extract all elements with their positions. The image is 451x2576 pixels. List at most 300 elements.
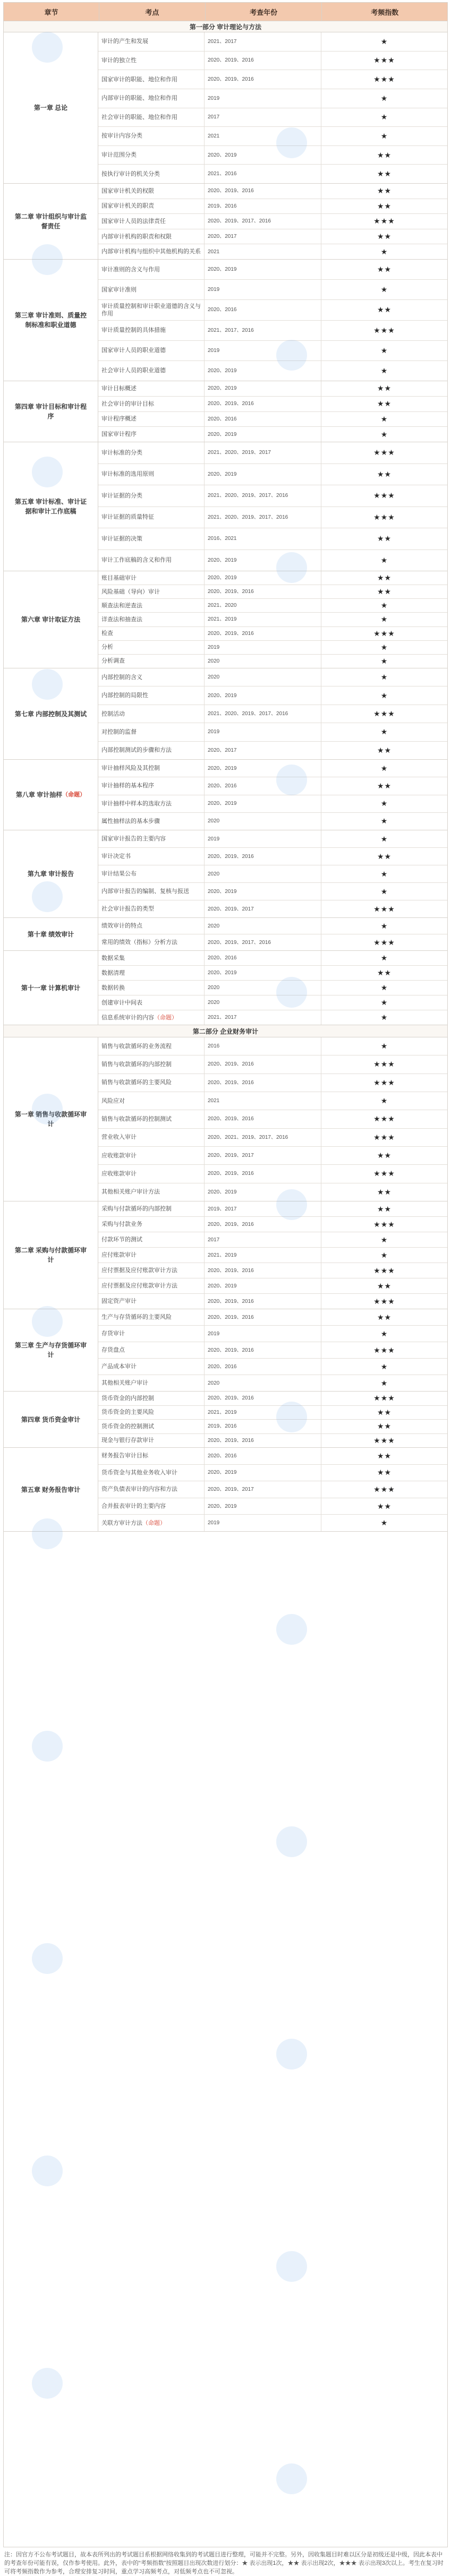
point-cell (98, 599, 205, 612)
watermark-logo (32, 2156, 63, 2186)
point-cell (98, 865, 205, 882)
point-text: 审计的产生和发展 (101, 38, 148, 45)
table-row (98, 1278, 447, 1294)
point-cell (98, 1392, 205, 1405)
table-row (98, 1074, 447, 1092)
point-text: 审计抽样中样本的选取方法 (101, 800, 172, 807)
chapter-rows (98, 571, 447, 668)
point-cell (98, 723, 205, 741)
chapter-block (4, 1392, 447, 1448)
table-row (98, 108, 447, 127)
point-cell (98, 127, 205, 145)
point-text: 按执行审计的机关分类 (101, 170, 160, 177)
table-row (98, 981, 447, 995)
point-text: 存货盘点 (101, 1347, 125, 1353)
point-cell (98, 1037, 205, 1055)
watermark-logo (276, 765, 307, 795)
point-cell (98, 1309, 205, 1325)
header-years: 考查年份 (206, 3, 322, 21)
part-title: 第二部分 企业财务审计 (4, 1025, 447, 1037)
table-row (98, 89, 447, 108)
years-cell: 2021、2019 (205, 1248, 321, 1263)
point-text: 数据采集 (101, 955, 125, 961)
years-cell: 2020、2019、2016 (205, 1217, 321, 1232)
table-row (98, 165, 447, 183)
point-cell (98, 1165, 205, 1182)
chapter-rows (98, 442, 447, 571)
point-text: 信息系统审计的内容 (101, 1014, 154, 1021)
point-tag: （命题） (154, 1014, 177, 1021)
table-row (98, 1434, 447, 1448)
watermark-logo (32, 881, 63, 912)
stars-cell: ★★★ (373, 56, 395, 65)
table-row (98, 184, 447, 199)
years-cell: 2021 (205, 127, 321, 145)
stars-cell: ★ (380, 817, 388, 826)
header-stars: 考频指数 (371, 8, 399, 16)
table-row (98, 1110, 447, 1128)
stars-cell: ★ (380, 642, 388, 651)
stars-cell: ★★★ (373, 1436, 395, 1445)
point-cell (98, 485, 205, 506)
stars-cell: ★★★ (373, 448, 395, 457)
point-text: 销售与收款循环的业务流程 (101, 1043, 172, 1050)
years-cell: 2020、2019、2016 (205, 184, 321, 199)
point-cell (98, 397, 205, 411)
point-cell (98, 1201, 205, 1216)
stars-cell: ★★★ (373, 1220, 395, 1229)
years-cell: 2020、2019、2016 (205, 585, 321, 598)
chapter-name-text: 第五章 审计标准、审计证据和审计工作底稿 (14, 498, 87, 515)
stars-cell: ★ (380, 414, 388, 423)
table-row (98, 668, 447, 686)
watermark-logo (32, 32, 63, 63)
chapter-rows (98, 1448, 447, 1531)
years-cell: 2020、2019、2016 (205, 848, 321, 865)
table-row (98, 795, 447, 813)
point-text: 应收账款审计 (101, 1170, 137, 1177)
stars-cell: ★★★ (373, 1169, 395, 1178)
years-cell: 2020、2019 (205, 361, 321, 381)
point-cell (98, 464, 205, 485)
point-cell (98, 1092, 205, 1110)
years-cell: 2019、2016 (205, 1420, 321, 1433)
years-cell: 2020、2016 (205, 777, 321, 794)
years-cell: 2019 (205, 280, 321, 299)
table-row (98, 485, 447, 507)
years-cell: 2021、2016 (205, 165, 321, 183)
point-cell (98, 760, 205, 777)
point-text: 审计的独立性 (101, 57, 137, 64)
point-text: 账目基础审计 (101, 574, 137, 581)
table-row (98, 641, 447, 655)
point-text: 货币资金的控制测试 (101, 1423, 154, 1430)
footnote: 注：因官方不公布考试题目，故本表所列出的考试题目系根据网络收集到的考试题目进行整理，可能并不完整。另外，因收集题目时难以区分是初级还是中级，因此本表中的考查年份可能有误，仅作参考使用。此外，表中的“考频指数”按照题目出现次数进行划分：★ 表示出现1次，★★ 表示出现2次，★★★ 表示出现3次以上。考生在复习时可将考频指数作为参考，合理安排复习时间，重点学习高频考点，对低频考点也不可忽视。 (4, 2552, 444, 2575)
point-cell (98, 934, 205, 950)
years-cell: 2019、2017 (205, 1201, 321, 1216)
years-cell: 2019 (205, 1326, 321, 1342)
stars-cell: ★ (380, 983, 388, 992)
stars-cell: ★ (380, 921, 388, 930)
point-text: 销售与收款循环的主要风险 (101, 1079, 172, 1086)
table-row (98, 51, 447, 71)
stars-cell: ★★ (377, 265, 392, 274)
years-cell: 2019 (205, 341, 321, 360)
point-text: 应付票据及应付账款审计方法 (101, 1283, 177, 1289)
point-text: 数据转换 (101, 984, 125, 991)
years-cell: 2020、2019 (205, 427, 321, 442)
point-cell (98, 585, 205, 598)
years-cell: 2020、2019、2016 (205, 1342, 321, 1358)
point-text: 内部控制的局限性 (101, 692, 148, 699)
table-row (98, 613, 447, 626)
point-cell (98, 966, 205, 980)
table-row (98, 1309, 447, 1326)
table-row (98, 464, 447, 486)
years-cell: 2020 (205, 865, 321, 882)
chapter-block (4, 1448, 447, 1532)
chapter-block (4, 1201, 447, 1309)
stars-cell: ★★★ (373, 217, 395, 226)
years-cell: 2020、2019、2016 (205, 1294, 321, 1309)
point-cell (98, 1498, 205, 1515)
watermark-logo (276, 127, 307, 158)
chapter-rows (98, 184, 447, 259)
stars-cell: ★ (380, 601, 388, 610)
point-text: 审计质量控制的具体措施 (101, 327, 166, 334)
years-cell: 2020、2019、2017、2016 (205, 934, 321, 950)
header-point: 考点 (99, 3, 206, 21)
point-text: 社会审计的审计目标 (101, 400, 154, 407)
point-cell (98, 108, 205, 127)
chapter-name-text: 第九章 审计报告 (27, 870, 74, 878)
table-row (98, 1515, 447, 1531)
point-text: 内部审计机构的职责和权限 (101, 233, 172, 240)
point-text: 现金与银行存款审计 (101, 1437, 154, 1444)
point-cell (98, 613, 205, 626)
stars-cell: ★ (380, 799, 388, 808)
stars-cell: ★★★ (373, 1266, 395, 1275)
watermark-logo (276, 2463, 307, 2494)
point-text: 审计抽样的基本程序 (101, 783, 154, 789)
point-cell (98, 1406, 205, 1420)
stars-cell: ★★ (377, 1407, 392, 1416)
chapter-rows (98, 260, 447, 381)
chapter-name-text: 第十一章 计算机审计 (21, 984, 81, 992)
stars-cell: ★★ (377, 852, 392, 861)
table-row (98, 1055, 447, 1074)
years-cell: 2020、2019、2017 (205, 1481, 321, 1498)
chapter-block (4, 442, 447, 571)
years-cell: 2020、2017 (205, 742, 321, 759)
table-row (98, 918, 447, 934)
point-cell (98, 32, 205, 51)
point-cell (98, 686, 205, 704)
years-cell: 2020、2019、2016 (205, 1055, 321, 1073)
chapter-name-text: 第一章 销售与收款循环审计 (14, 1111, 87, 1128)
stars-cell: ★ (380, 285, 388, 294)
table-row (98, 1129, 447, 1147)
stars-cell: ★★ (377, 186, 392, 195)
stars-cell: ★★ (377, 1451, 392, 1460)
point-text: 国家审计报告的主要内容 (101, 836, 166, 842)
table-row (98, 627, 447, 641)
point-text: 国家审计的职能、地位和作用 (101, 76, 177, 83)
table-row (98, 1183, 447, 1201)
stars-cell: ★ (380, 954, 388, 962)
point-cell (98, 571, 205, 585)
table-row (98, 865, 447, 883)
point-text: 审计抽样风险及其控制 (101, 765, 160, 772)
stars-cell: ★ (380, 1378, 388, 1387)
point-cell (98, 507, 205, 528)
stars-cell: ★★★ (373, 1132, 395, 1141)
years-cell: 2020、2019 (205, 464, 321, 485)
years-cell: 2021 (205, 1092, 321, 1110)
stars-cell: ★★ (377, 587, 392, 596)
table-row (98, 280, 447, 300)
point-text: 其他相关账户审计方法 (101, 1189, 160, 1196)
point-cell (98, 427, 205, 442)
table-row (98, 599, 447, 613)
point-text: 顺查法和逆查法 (101, 602, 142, 609)
point-cell (98, 742, 205, 759)
point-cell (98, 668, 205, 686)
years-cell: 2020 (205, 668, 321, 686)
table-row (98, 655, 447, 668)
point-cell (98, 321, 205, 340)
chapter-name-text: 第四章 货币资金审计 (21, 1415, 81, 1423)
stars-cell: ★★ (377, 150, 392, 159)
point-cell (98, 830, 205, 847)
chapter-block (4, 668, 447, 760)
watermark-logo (32, 1518, 63, 1549)
years-cell: 2020、2016 (205, 300, 321, 320)
watermark-logo (32, 1943, 63, 1974)
table-row (98, 381, 447, 397)
point-text: 采购与付款业务 (101, 1221, 142, 1227)
point-cell (98, 528, 205, 549)
years-cell: 2020 (205, 918, 321, 934)
watermark-logo (276, 2251, 307, 2282)
point-cell (98, 795, 205, 812)
point-text: 常用的绩效（指标）分析方法 (101, 939, 177, 946)
table-row (98, 1217, 447, 1232)
chapter-name-text: 第二章 审计组织与审计监督责任 (14, 213, 87, 230)
chapter-name-text: 第一章 总论 (33, 104, 68, 111)
stars-cell: ★★ (377, 534, 392, 543)
years-cell: 2020 (205, 1375, 321, 1391)
chapter-rows (98, 668, 447, 759)
stars-cell: ★★ (377, 399, 392, 408)
point-cell (98, 918, 205, 934)
point-text: 营业收入审计 (101, 1134, 137, 1141)
table-header (4, 3, 447, 21)
point-text: 国家审计人员的法律责任 (101, 218, 166, 225)
point-cell (98, 244, 205, 259)
point-text: 审计证据的分类 (101, 492, 142, 499)
years-cell: 2020、2019、2016 (205, 627, 321, 640)
point-cell (98, 1248, 205, 1263)
years-cell: 2021、2020、2019、2017 (205, 442, 321, 463)
stars-cell: ★ (380, 763, 388, 772)
point-cell (98, 848, 205, 865)
years-cell: 2020、2016 (205, 1448, 321, 1464)
stars-cell: ★★★ (373, 512, 395, 521)
years-cell: 2020、2019 (205, 966, 321, 980)
table-row (98, 146, 447, 165)
years-cell: 2020、2019、2017 (205, 1147, 321, 1164)
table-row (98, 70, 447, 89)
stars-cell: ★ (380, 727, 388, 736)
stars-cell: ★ (380, 869, 388, 878)
point-text: 国家审计人员的职业道德 (101, 347, 166, 354)
years-cell: 2020、2019、2016 (205, 1309, 321, 1325)
chapter-block (4, 381, 447, 442)
stars-cell: ★★ (377, 1187, 392, 1196)
point-cell (98, 412, 205, 427)
chapter-name (4, 951, 98, 1025)
chapter-rows (98, 1201, 447, 1309)
chapter-block (4, 571, 447, 668)
years-cell: 2020、2019 (205, 550, 321, 571)
point-cell (98, 1263, 205, 1278)
table-row (98, 1359, 447, 1375)
point-cell (98, 1217, 205, 1232)
years-cell: 2020、2019、2016 (205, 1263, 321, 1278)
table-row (98, 1481, 447, 1498)
point-text: 创建审计中间表 (101, 999, 142, 1006)
table-body (4, 21, 447, 1532)
chapter-name-text: 第七章 内部控制及其测试 (14, 710, 87, 718)
stars-cell: ★★ (377, 1468, 392, 1477)
stars-cell: ★ (380, 1362, 388, 1371)
table-row (98, 571, 447, 585)
table-row (98, 1326, 447, 1342)
stars-cell: ★★ (377, 745, 392, 754)
table-row (98, 760, 447, 777)
point-text: 审计范围分类 (101, 152, 137, 159)
header-chapter: 章节 (4, 3, 99, 21)
table-row (98, 1294, 447, 1309)
stars-cell: ★ (380, 998, 388, 1007)
years-cell: 2020 (205, 813, 321, 830)
point-text: 国家审计准则 (101, 286, 137, 293)
years-cell: 2020、2019 (205, 686, 321, 704)
point-text: 对控制的监督 (101, 728, 137, 735)
point-text: 内部控制测试的步骤和方法 (101, 747, 172, 754)
stars-cell: ★ (380, 1250, 388, 1259)
point-text: 控制活动 (101, 710, 125, 717)
point-cell (98, 1465, 205, 1481)
years-cell: 2021、2019 (205, 613, 321, 626)
chapter-name-text: 第二章 采购与付款循环审计 (14, 1247, 87, 1264)
table-row (98, 883, 447, 900)
point-cell (98, 641, 205, 654)
stars-cell: ★★ (377, 384, 392, 393)
stars-cell: ★★ (377, 573, 392, 582)
point-text: 绩效审计的特点 (101, 923, 142, 929)
years-cell: 2020、2019 (205, 1465, 321, 1481)
point-text: 货币资金与其他业务收入审计 (101, 1469, 177, 1476)
point-text: 风险应对 (101, 1097, 125, 1104)
stars-cell: ★★★ (373, 904, 395, 913)
chapter-name (4, 1392, 98, 1447)
table-row (98, 1342, 447, 1359)
point-cell (98, 214, 205, 229)
point-text: 审计证据的决策 (101, 535, 142, 542)
stars-cell: ★★★ (373, 709, 395, 718)
watermark-logo (32, 2368, 63, 2399)
watermark-logo (32, 669, 63, 700)
stars-cell: ★★ (377, 1312, 392, 1321)
years-cell: 2020、2017 (205, 229, 321, 244)
stars-cell: ★★★ (373, 938, 395, 947)
table-row (98, 361, 447, 381)
stars-cell: ★ (380, 691, 388, 700)
stars-cell: ★★★ (373, 325, 395, 334)
watermark-logo (32, 1306, 63, 1337)
point-cell (98, 951, 205, 965)
years-cell: 2020 (205, 981, 321, 995)
point-text: 属性抽样法的基本步骤 (101, 818, 160, 825)
point-text: 生产与存货循环的主要风险 (101, 1314, 172, 1320)
point-text: 审计证据的质量特征 (101, 514, 154, 521)
stars-cell: ★★ (377, 232, 392, 241)
point-text: 风险基础（导向）审计 (101, 588, 160, 595)
years-cell: 2020、2019、2016 (205, 1392, 321, 1405)
table-row (98, 1092, 447, 1110)
years-cell: 2020、2021、2019、2017、2016 (205, 1129, 321, 1146)
stars-cell: ★ (380, 247, 388, 256)
point-text: 国家审计机关的权限 (101, 187, 154, 194)
stars-cell: ★★ (377, 201, 392, 210)
point-text: 产品成本审计 (101, 1363, 137, 1370)
point-cell (98, 900, 205, 917)
point-cell (98, 550, 205, 571)
point-tag: （命题） (142, 1519, 166, 1526)
point-cell (98, 1110, 205, 1128)
table-row (98, 1248, 447, 1263)
point-cell (98, 1359, 205, 1375)
stars-cell: ★★ (377, 305, 392, 314)
point-text: 分析 (101, 644, 113, 651)
chapter-rows (98, 381, 447, 442)
chapter-name (4, 381, 98, 442)
point-cell (98, 184, 205, 199)
years-cell: 2017 (205, 108, 321, 127)
part-title: 第一部分 审计理论与方法 (4, 21, 447, 32)
chapter-name-text: 第十章 绩效审计 (27, 930, 74, 938)
chapter-rows (98, 830, 447, 917)
stars-cell: ★★ (377, 1281, 392, 1290)
point-text: 内部审计报告的编制、复核与报送 (101, 888, 189, 895)
table-row (98, 32, 447, 51)
table-row (98, 1420, 447, 1434)
stars-cell: ★ (380, 1042, 388, 1051)
table-row (98, 848, 447, 865)
point-cell (98, 1342, 205, 1358)
table-row (98, 777, 447, 795)
stars-cell: ★★ (377, 1501, 392, 1510)
years-cell: 2021、2017、2016 (205, 321, 321, 340)
years-cell: 2020、2019 (205, 260, 321, 279)
stars-cell: ★ (380, 1518, 388, 1527)
stars-cell: ★★★ (373, 1394, 395, 1403)
years-cell: 2019、2016 (205, 199, 321, 214)
point-text: 审计决定书 (101, 853, 131, 860)
table-row (98, 528, 447, 550)
